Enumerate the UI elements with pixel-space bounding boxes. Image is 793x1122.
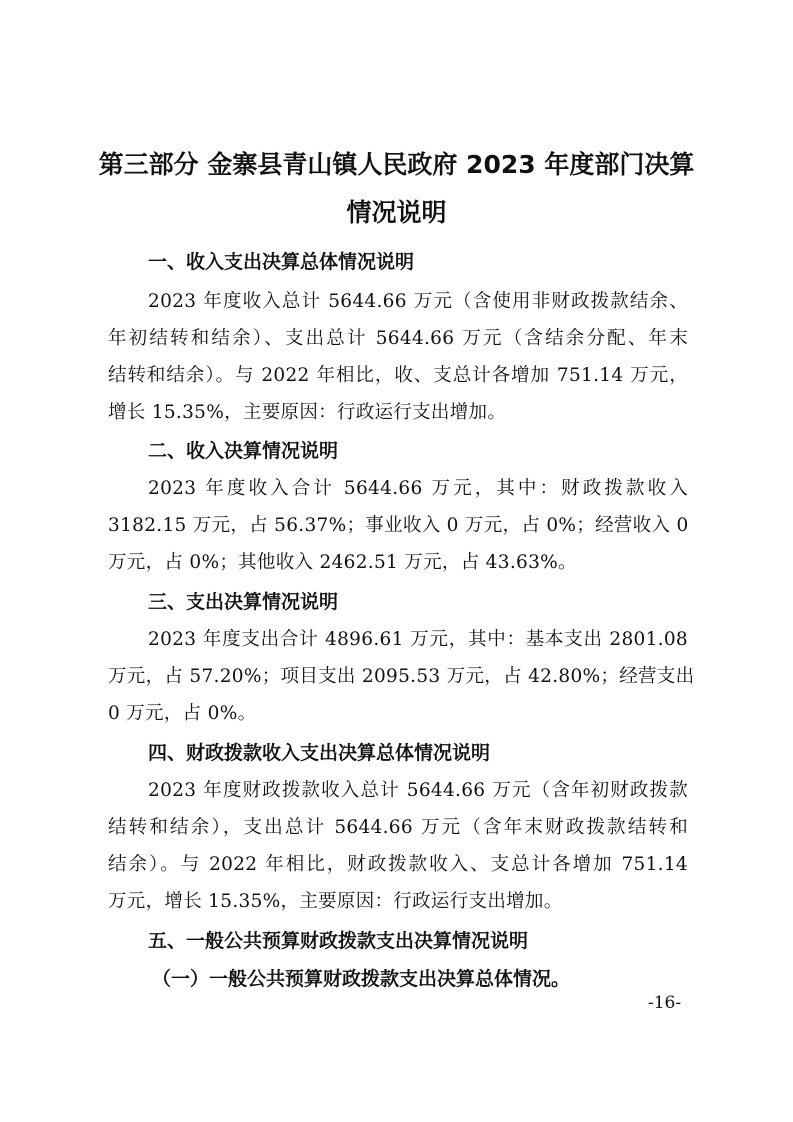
paragraph-line: 增长 15.35%，主要原因：行政运行支出增加。 <box>108 402 507 423</box>
document-title-line-1: 第三部分 金寨县青山镇人民政府 2023 年度部门决算 <box>98 150 695 179</box>
paragraph-line: 2023 年度收入合计 5644.66 万元，其中：财政拨款收入 <box>148 478 688 499</box>
paragraph-line: 结转和结余）。与 2022 年相比，收、支总计各增加 751.14 万元， <box>108 365 688 386</box>
paragraph-line: 万元，占 57.20%；项目支出 2095.53 万元，占 42.80%；经营支出 <box>108 666 695 687</box>
paragraph-line: 年初结转和结余）、支出总计 5644.66 万元（含结余分配、年末 <box>108 328 688 349</box>
paragraph-line: 0 万元，占 0%。 <box>108 703 257 724</box>
paragraph-line: 万元，占 0%；其他收入 2462.51 万元，占 43.63%。 <box>108 552 577 573</box>
section-heading-1: 一、收入支出决算总体情况说明 <box>148 251 415 273</box>
section-heading-4: 四、财政拨款收入支出决算总体情况说明 <box>148 742 491 764</box>
paragraph-line: 2023 年度收入总计 5644.66 万元（含使用非财政拨款结余、 <box>148 291 688 312</box>
paragraph-line: 2023 年度支出合计 4896.61 万元，其中：基本支出 2801.08 <box>148 629 688 650</box>
subsection-heading: （一）一般公共预算财政拨款支出决算总体情况。 <box>152 968 571 990</box>
section-heading-5: 五、一般公共预算财政拨款支出决算情况说明 <box>148 930 529 952</box>
paragraph-line: 结余）。与 2022 年相比，财政拨款收入、支总计各增加 751.14 <box>108 854 688 875</box>
paragraph-line: 结转和结余），支出总计 5644.66 万元（含年末财政拨款结转和 <box>108 817 688 838</box>
paragraph-line: 2023 年度财政拨款收入总计 5644.66 万元（含年初财政拨款 <box>148 780 688 801</box>
paragraph-line: 3182.15 万元，占 56.37%；事业收入 0 万元，占 0%；经营收入 0 <box>108 515 689 536</box>
section-heading-3: 三、支出决算情况说明 <box>148 591 339 613</box>
document-title-line-2: 情况说明 <box>346 198 447 227</box>
paragraph-line: 万元，增长 15.35%，主要原因：行政运行支出增加。 <box>108 891 563 912</box>
section-heading-2: 二、收入决算情况说明 <box>148 440 339 462</box>
page-number: -16- <box>648 993 682 1013</box>
